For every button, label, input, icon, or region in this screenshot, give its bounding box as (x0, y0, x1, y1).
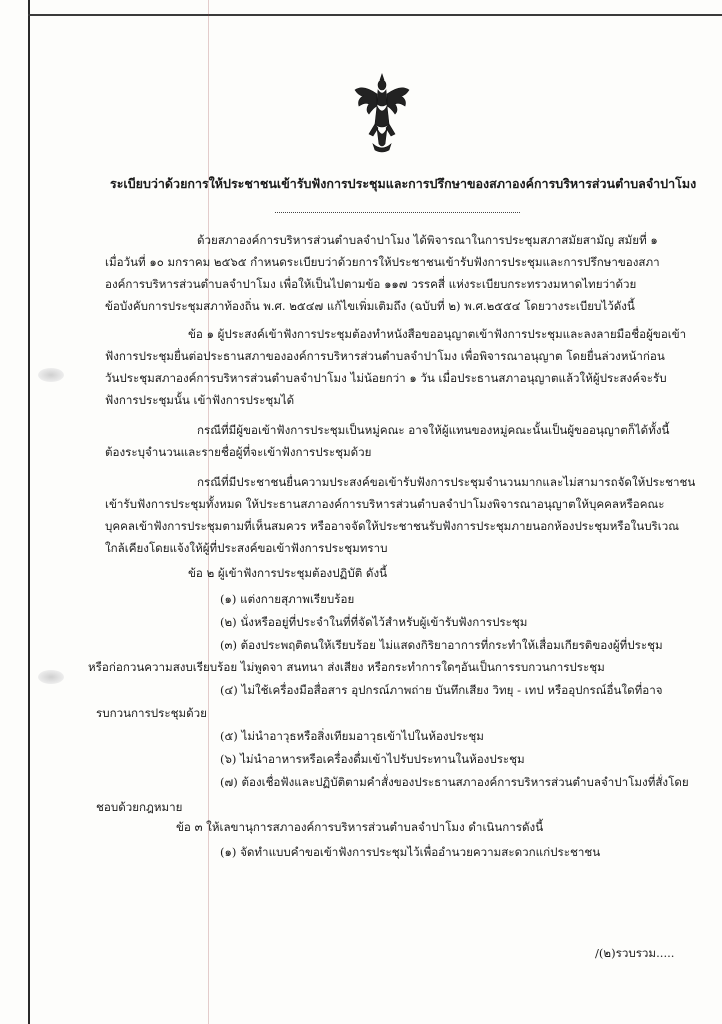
clause-1-many-line: กรณีที่มีประชาชนยื่นความประสงค์ขอเข้ารับฟังการประชุมจำนวนมากและไม่สามารถจัดให้ประชาชน (197, 475, 696, 489)
clause-3-heading: ข้อ ๓ ให้เลขานุการสภาองค์การบริหารส่วนตำบลจำปาโมง ดำเนินการดังนี้ (176, 820, 544, 834)
scan-border-left (28, 0, 30, 1024)
title-divider (275, 212, 520, 213)
clause-2-item: (๖) ไม่นำอาหารหรือเครื่องดื่มเข้าไปรับประทานในห้องประชุม (220, 752, 525, 766)
document-title: ระเบียบว่าด้วยการให้ประชาชนเข้ารับฟังการประชุมและการปรึกษาของสภาองค์การบริหารส่วนตำบลจำปาโมง (110, 176, 697, 191)
continuation-marker: /(๒)รวบรวม..... (595, 946, 675, 960)
preamble-line: ข้อบังคับการประชุมสภาท้องถิ่น พ.ศ. ๒๕๔๗ แก้ไขเพิ่มเติมถึง (ฉบับที่ ๒) พ.ศ.๒๕๕๔ โดยวางระเบียบไว้ดังนี้ (105, 299, 635, 313)
preamble-line: ด้วยสภาองค์การบริหารส่วนตำบลจำปาโมง ได้พิจารณาในการประชุมสภาสมัยสามัญ สมัยที่ ๑ (197, 233, 658, 247)
clause-2-item: (๗) ต้องเชื่อฟังและปฏิบัติตามคำสั่งของประธานสภาองค์การบริหารส่วนตำบลจำปาโมงที่สั่งโดย (220, 775, 689, 789)
clause-1-many-line: บุคคลเข้าฟังการประชุมตามที่เห็นสมควร หรืออาจจัดให้ประชาชนรับฟังการประชุมภายนอกห้องประชุมหรือในบริเวณ (105, 519, 680, 533)
clause-2-item-continued: รบกวนการประชุมด้วย (96, 706, 207, 720)
preamble-line: องค์การบริหารส่วนตำบลจำปาโมง เพื่อให้เป็นไปตามข้อ ๑๑๗ วรรคสี่ แห่งระเบียบกระทรวงมหาดไทยว่าด้วย (105, 277, 637, 291)
clause-3-item: (๑) จัดทำแบบคำขอเข้าฟังการประชุมไว้เพื่ออำนวยความสะดวกแก่ประชาชน (220, 845, 601, 859)
clause-1-line: ฟังการประชุมนั้น เข้าฟังการประชุมได้ (105, 393, 295, 407)
clause-2-item-continued: ชอบด้วยกฎหมาย (96, 800, 183, 814)
clause-1-line: ข้อ ๑ ผู้ประสงค์เข้าฟังการประชุมต้องทำหนังสือขออนุญาตเข้าฟังการประชุมและลงลายมือชื่อผู้ขอเข้า (188, 327, 687, 341)
preamble-line: เมื่อวันที่ ๑๐ มกราคม ๒๕๖๕ กำหนดระเบียบว่าด้วยการให้ประชาชนเข้ารับฟังการประชุมและการปรึกษาของสภา (105, 255, 660, 269)
clause-1-line: วันประชุมสภาองค์การบริหารส่วนตำบลจำปาโมง ไม่น้อยกว่า ๑ วัน เมื่อประธานสภาอนุญาตแล้วให้ผู้ประสงค์จะรับ (105, 371, 667, 385)
punch-hole (38, 670, 64, 684)
clause-2-item: (๔) ไม่ใช้เครื่องมือสื่อสาร อุปกรณ์ภาพถ่าย บันทึกเสียง วิทยุ - เทป หรืออุปกรณ์อื่นใดที่อาจ (220, 683, 663, 697)
clause-2-item-continued: หรือก่อกวนความสงบเรียบร้อย ไม่พูดจา สนทนา ส่งเสียง หรือกระทำการใดๆอันเป็นการรบกวนการประชุม (88, 660, 605, 674)
clause-1-many-line: เข้ารับฟังการประชุมทั้งหมด ให้ประธานสภาองค์การบริหารส่วนตำบลจำปาโมงพิจารณาอนุญาตให้บุคคลหรือคณะ (105, 497, 665, 511)
clause-1-group-line: ต้องระบุจำนวนและรายชื่อผู้ที่จะเข้าฟังการประชุมด้วย (105, 445, 372, 459)
clause-2-heading: ข้อ ๒ ผู้เข้าฟังการประชุมต้องปฏิบัติ ดังนี้ (188, 566, 388, 580)
clause-2-item: (๒) นั่งหรืออยู่ที่ประจำในที่ที่จัดไว้สำหรับผู้เข้ารับฟังการประชุม (220, 615, 528, 629)
clause-1-many-line: ใกล้เคียงโดยแจ้งให้ผู้ที่ประสงค์ขอเข้าฟังการประชุมทราบ (105, 541, 388, 555)
garuda-emblem-icon (351, 70, 413, 154)
clause-2-item: (๕) ไม่นำอาวุธหรือสิ่งเทียมอาวุธเข้าไปในห้องประชุม (220, 729, 484, 743)
clause-2-item: (๑) แต่งกายสุภาพเรียบร้อย (220, 592, 355, 606)
clause-2-item: (๓) ต้องประพฤติตนให้เรียบร้อย ไม่แสดงกิริยาอาการที่กระทำให้เสื่อมเกียรติของผู้ที่ประชุม (220, 638, 663, 652)
clause-1-line: ฟังการประชุมยื่นต่อประธานสภาขององค์การบริหารส่วนตำบลจำปาโมง เพื่อพิจารณาอนุญาต โดยยื่นล่วงหน้าก่อน (105, 349, 665, 363)
scan-border-top (28, 14, 722, 16)
punch-hole (38, 368, 64, 382)
fold-line (208, 0, 209, 1024)
clause-1-group-line: กรณีที่มีผู้ขอเข้าฟังการประชุมเป็นหมู่คณะ อาจให้ผู้แทนของหมู่คณะนั้นเป็นผู้ขออนุญาตก็ได้ทั้งนี้ (197, 423, 670, 437)
